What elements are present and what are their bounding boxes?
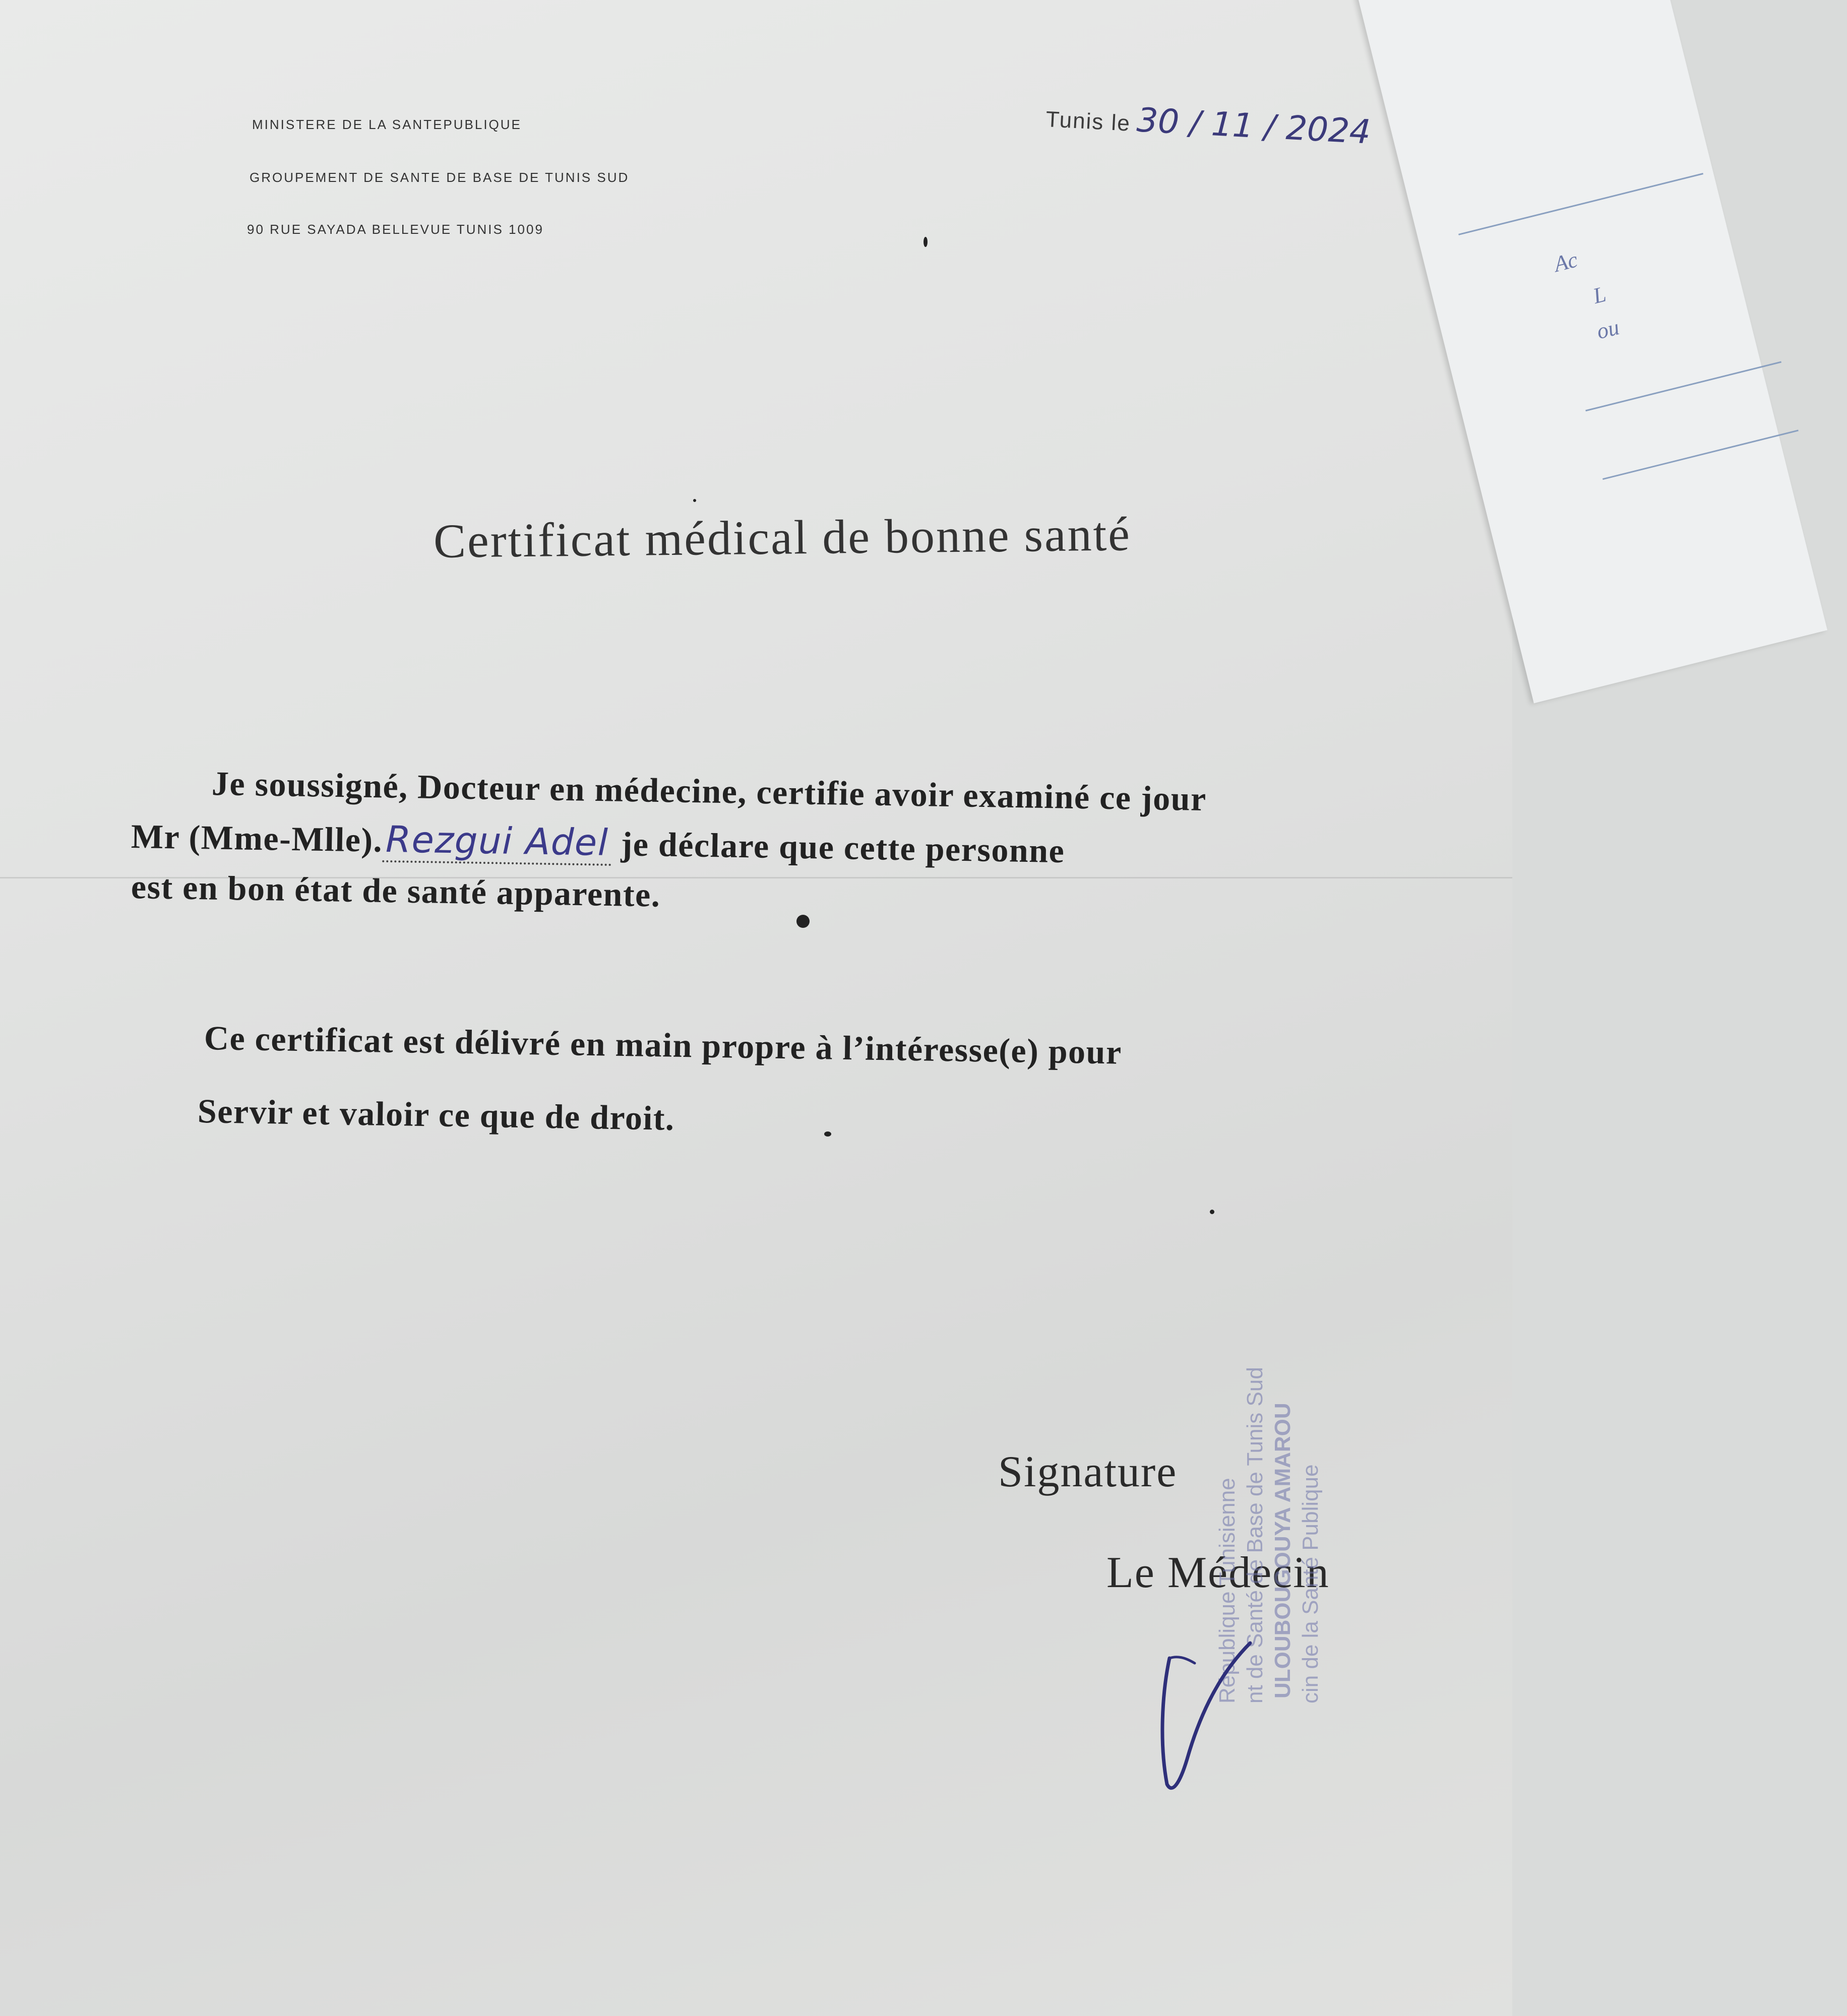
date-label: Tunis le — [1045, 107, 1132, 136]
body-line-patient — [131, 814, 1065, 871]
stamp-text: nt de Santé de Base de Tunis Sud — [1243, 1367, 1267, 1704]
patient-name: Rezgui Adel — [382, 818, 611, 866]
ink-speck — [1210, 1210, 1214, 1214]
under-sheet-rule — [1603, 429, 1799, 480]
body-line: Ce certificat est délivré en main propre à l’intéresse(e) pour — [204, 1019, 1123, 1072]
stamp-text: République Tunisienne — [1215, 1478, 1240, 1704]
document-title: Certificat médical de bonne santé — [433, 507, 1132, 568]
ink-speck — [796, 915, 810, 928]
date-line — [1045, 96, 1372, 152]
address: 90 RUE SAYADA BELLEVUE TUNIS 1009 — [247, 222, 544, 237]
declaration-text: je déclare que cette personne — [611, 824, 1065, 870]
health-group-name: GROUPEMENT DE SANTE DE BASE DE TUNIS SUD — [250, 170, 630, 185]
underlying-sheet — [1351, 0, 1827, 703]
handwritten-signature — [1149, 1633, 1290, 1794]
salutation-prefix: Mr (Mme-Mlle). — [131, 817, 383, 859]
under-sheet-rule — [1585, 361, 1781, 412]
date-value: 30 / 11 / 2024 — [1136, 100, 1372, 152]
under-sheet-rule — [1458, 173, 1703, 235]
body-line: Servir et valoir ce que de droit. — [197, 1092, 675, 1138]
ink-speck — [693, 499, 696, 502]
doctor-label: Le Médecin — [1106, 1548, 1330, 1597]
stamp-text: cin de la Santé Publique — [1298, 1464, 1323, 1704]
body-line: est en bon état de santé apparente. — [131, 867, 661, 914]
under-sheet-text: ou — [1594, 314, 1622, 344]
under-sheet-text: Ac — [1551, 247, 1580, 277]
ink-speck — [924, 237, 928, 247]
ink-speck — [824, 1131, 831, 1137]
ministry-name: MINISTERE DE LA SANTEPUBLIQUE — [252, 117, 522, 132]
stamp-text: ULOUBOUGOUYA AMAROU — [1270, 1403, 1295, 1698]
signature-label: Signature — [998, 1447, 1178, 1496]
under-sheet-text: L — [1590, 281, 1609, 309]
body-line: Je soussigné, Docteur en médecine, certifie avoir examiné ce jour — [211, 764, 1207, 818]
